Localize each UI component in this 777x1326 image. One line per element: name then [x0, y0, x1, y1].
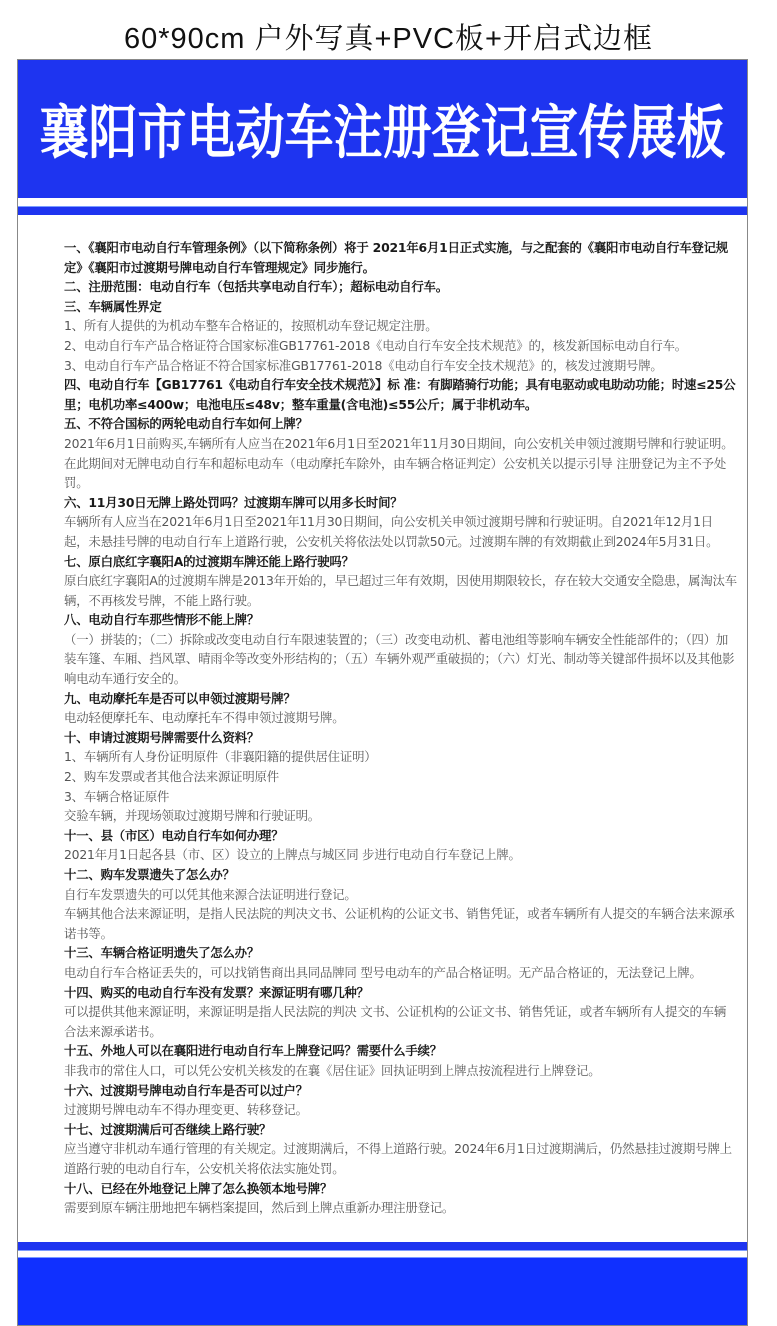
section-body: 3、电动自行车产品合格证不符合国家标准GB17761-2018《电动自行车安全技术规范》的，核发过渡期号牌。 — [64, 357, 663, 373]
section-heading: 十五、外地人可以在襄阳进行电动自行车上牌登记吗？需要什么手续？ — [64, 1043, 442, 1059]
board-content — [18, 215, 747, 1242]
section-body: （一）拼装的；（二）拆除或改变电动自行车限速装置的；（三）改变电动机、蓄电池组等影响车辆安全性能部件的；（四）加装车篷、车厢、挡风罩、晴雨伞等改变外形结构的；（五）车辆外观严重破损的；（六）灯光、制动等关键部件损坏以及其他影响电动车通行安全的。 — [64, 631, 735, 687]
section-body: 3、车辆合格证原件 — [64, 788, 170, 804]
section-body: 原白底红字襄阳A的过渡期车牌是2013年开始的，早已超过三年有效期，因使用期限较长，存在较大交通安全隐患，属淘汰车辆，不再核发号牌，不能上路行驶。 — [64, 573, 737, 608]
section-body: 过渡期号牌电动车不得办理变更、转移登记。 — [64, 1102, 308, 1118]
section-body: 交验车辆，并现场领取过渡期号牌和行驶证明。 — [64, 808, 321, 824]
section-body: 需要到原车辆注册地把车辆档案提回，然后到上牌点重新办理注册登记。 — [64, 1200, 455, 1216]
section-heading: 十三、车辆合格证明遗失了怎么办？ — [64, 945, 260, 961]
section-heading: 一、《襄阳市电动自行车管理条例》（以下简称条例）将于 2021年6月1日正式实施，与之配套的《襄阳市电动自行车登记规定》《襄阳市过渡期号牌电动自行车管理规定》同步施行。 — [64, 240, 728, 275]
section-body: 可以提供其他来源证明，来源证明是指人民法院的判决 文书、公证机构的公证文书、销售凭证，或者车辆所有人提交的车辆合法来源承诺书。 — [64, 1004, 727, 1039]
section-heading: 十二、购车发票遗失了怎么办？ — [64, 867, 235, 882]
section-heading: 九、电动摩托车是否可以申领过渡期号牌？ — [64, 690, 296, 706]
section-heading: 四、电动自行车【GB17761《电动自行车安全技术规范》】标 准：有脚踏骑行功能；具有电驱动或电助动功能；时速≤25公里；电机功率≤400w；电池电压≤48v；整车重量(含电池)≤55公斤；属于非机动车。 — [64, 377, 736, 412]
section-body: 车辆所有人应当在2021年6月1日至2021年11月30日期间，向公安机关申领过渡期号牌和行驶证明。自2021年12月1日起，未悬挂号牌的电动自行车上道路行驶，公安机关将依法处以罚款50元。过渡期车牌的有效期截止到2024年5月31日。 — [64, 514, 719, 549]
section-body: 2、购车发票或者其他合法来源证明原件 — [64, 769, 279, 785]
board-title: 襄阳市电动车注册登记宣传展板 — [39, 99, 726, 167]
section-heading: 十一、县（市区）电动自行车如何办理？ — [64, 827, 284, 843]
section-body: 自行车发票遗失的可以凭其他来源合法证明进行登记。 — [64, 886, 357, 902]
section-heading: 十七、过渡期满后可否继续上路行驶？ — [64, 1121, 272, 1137]
section-body: 电动轻便摩托车、电动摩托车不得申领过渡期号牌。 — [64, 710, 345, 726]
section-body: 非我市的常住人口，可以凭公安机关核发的在襄《居住证》回执证明到上牌点按流程进行上牌登记。 — [64, 1062, 601, 1078]
section-heading: 十、申请过渡期号牌需要什么资料？ — [64, 729, 260, 745]
section-heading: 十八、已经在外地登记上牌了怎么换领本地号牌？ — [64, 1180, 333, 1196]
section-heading: 十四、购买的电动自行车没有发票？来源证明有哪几种？ — [64, 984, 369, 1000]
header-divider-stripe — [18, 206, 747, 215]
section-heading: 二、注册范围：电动自行车（包括共享电动自行车）；超标电动自行车。 — [64, 279, 448, 295]
section-body: 电动自行车合格证丢失的，可以找销售商出具同品牌同 型号电动车的产品合格证明。无产品合格证的，无法登记上牌。 — [64, 964, 702, 980]
section-heading: 七、原白底红字襄阳A的过渡期车牌还能上路行驶吗？ — [64, 553, 354, 569]
section-heading: 三、车辆属性界定 — [64, 298, 162, 314]
section-body: 2021年6月1日前购买,车辆所有人应当在2021年6月1日至2021年11月30日期间，向公安机关申领过渡期号牌和行驶证明。在此期间对无牌电动自行车和超标电动车（电动摩托车除外，由车辆合格证判定）公安机关以提示引导 注册登记为主不予处罚。 — [64, 435, 734, 491]
display-board — [17, 59, 748, 1326]
section-heading: 五、不符合国标的两轮电动自行车如何上牌？ — [64, 416, 308, 432]
header-banner — [18, 60, 747, 198]
section-body: 2、电动自行车产品合格证符合国家标准GB17761-2018《电动自行车安全技术规范》的，核发新国标电动自行车。 — [64, 337, 688, 353]
section-body: 2021年月1日起各县（市、区）设立的上牌点与城区同 步进行电动自行车登记上牌。 — [64, 847, 521, 863]
section-body: 车辆其他合法来源证明，是指人民法院的判决文书、公证机构的公证文书、销售凭证，或者车辆所有人提交的车辆合法来源承诺书等。 — [64, 906, 735, 941]
section-heading: 六、11月30日无牌上路处罚吗？过渡期车牌可以用多长时间？ — [64, 494, 403, 510]
section-body: 1、车辆所有人身份证明原件（非襄阳籍的提供居住证明） — [64, 749, 377, 765]
footer-divider-stripe — [18, 1242, 747, 1251]
section-heading: 八、电动自行车那些情形不能上牌？ — [64, 612, 260, 628]
section-heading: 十六、过渡期号牌电动自行车是否可以过户？ — [64, 1082, 308, 1098]
footer-band — [18, 1257, 747, 1325]
product-spec-caption: 60*90cm 户外写真+PVC板+开启式边框 — [123, 23, 653, 55]
section-body: 应当遵守非机动车通行管理的有关规定。过渡期满后，不得上道路行驶。2024年6月1日过渡期满后，仍然悬挂过渡期号牌上道路行驶的电动自行车，公安机关将依法实施处罚。 — [64, 1141, 732, 1176]
section-body: 1、所有人提供的为机动车整车合格证的，按照机动车登记规定注册。 — [64, 318, 438, 334]
